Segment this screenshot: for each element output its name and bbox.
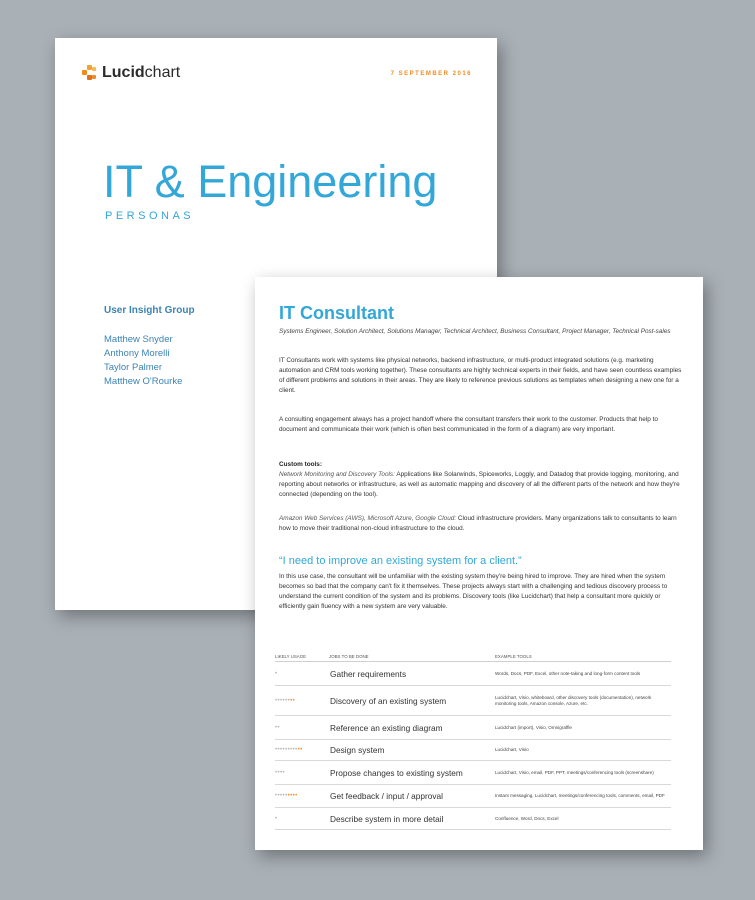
- table-row: [275, 740, 671, 761]
- usage-dots: [275, 769, 329, 777]
- usage-dot: •: [277, 697, 281, 704]
- usage-dot: •: [275, 670, 278, 677]
- usage-dot: •: [280, 747, 283, 753]
- usage-dots: [275, 792, 329, 800]
- job-label: Design system: [330, 745, 385, 755]
- usage-dot: •: [277, 793, 281, 799]
- usage-dot: •: [275, 769, 278, 776]
- tools-cell: Instant messaging, Lucidchart, meetings/conferencing tools, comments, email, PDF: [495, 793, 665, 798]
- header-usage: LIKELY USAGE: [275, 653, 307, 659]
- cover-title: IT & Engineering: [103, 156, 438, 207]
- author-name: Matthew Snyder: [104, 334, 173, 345]
- tool2-name: Amazon Web Services (AWS), Microsoft Azure, Google Cloud:: [279, 515, 457, 522]
- usage-dot: •: [287, 697, 291, 704]
- table-row: [275, 662, 671, 686]
- table-row: [275, 716, 671, 740]
- persona-title: IT Consultant: [279, 303, 394, 323]
- job-label: Get feedback / input / approval: [330, 791, 444, 801]
- tool1-name: Network Monitoring and Discovery Tools:: [279, 471, 395, 478]
- tools-cell: Words, Docs, PDF, Excel, other note-taking and long-form content tools: [495, 670, 641, 676]
- usage-dot: •: [275, 747, 278, 753]
- usage-dot: •: [282, 769, 286, 776]
- usage-dot: •: [292, 697, 296, 704]
- usage-dots: [275, 746, 329, 754]
- persona-alt-titles: Systems Engineer, Solution Architect, Solutions Manager, Technical Architect, Business Consultant, Project Manager, Technical Post-sales: [279, 328, 671, 335]
- use-case-description: In this use case, the consultant will be unfamiliar with the existing system they're being hired to improve. They are hired when the system becomes so bad that the company can't fix it themselves. These projects always start with a challenging and tedious discovery process to understand the current condition of the system and its problems. Discovery tools (like Lucidchart) that help a consultant more quickly or efficiently gain fluency with a new system are very valuable.: [279, 573, 668, 610]
- usage-dot: •: [282, 793, 286, 799]
- header-tools: EXAMPLE TOOLS: [495, 653, 532, 659]
- table-row: [275, 686, 671, 716]
- job-label: Reference an existing diagram: [330, 722, 443, 733]
- usage-dot: •: [287, 747, 291, 753]
- usage-dot: •: [290, 697, 293, 704]
- tools-cell: Lucidchart, Visio: [495, 747, 529, 752]
- usage-dot: •: [280, 793, 283, 799]
- persona-page: [255, 277, 703, 850]
- tools-cell: Confluence, Word, Docs, Excel: [495, 815, 559, 821]
- usage-dot: •: [285, 793, 288, 799]
- cover-date: 7 SEPTEMBER 2016: [390, 71, 472, 77]
- logo-wordmark: [102, 64, 180, 82]
- author-name: Matthew O'Rourke: [104, 376, 183, 387]
- usage-dots: [275, 697, 329, 705]
- table-row: [275, 785, 671, 808]
- job-label: Propose changes to existing system: [330, 767, 463, 778]
- usage-dot: •: [277, 724, 281, 731]
- tools-cell: Lucidchart, Visio, whiteboard, other discovery tools (documentation), network monitoring tools, Amazon console, Azure, etc.: [495, 694, 652, 706]
- usage-dot: •: [275, 697, 278, 704]
- custom-tools-label: Custom tools:: [279, 461, 322, 468]
- usage-dots: [275, 670, 329, 678]
- lucidchart-logo-icon: [82, 65, 98, 81]
- jobs-table: [275, 651, 671, 830]
- tools-cell: Lucidchart, Visio, email, PDF, PPT, meetings/conferencing tools (screenshare): [495, 769, 654, 775]
- table-row: [275, 808, 671, 830]
- tool2-desc: Cloud infrastructure providers. Many organizations talk to consultants to learn how to move their traditional non-cloud infrastructure to the cloud.: [279, 515, 677, 532]
- tools-cell: Lucidchart (import), Visio, Omnigraffle: [495, 724, 572, 730]
- logo-light: chart: [144, 64, 181, 81]
- custom-tools-section: [279, 460, 683, 500]
- usage-dot: •: [282, 697, 286, 704]
- tool1-desc: Applications like Solarwinds, Spiceworks, Loggly, and Datadog that provide logging, monitoring, and reporting about networks or infrastructure, as well as automatic mapping and discovery of all the different parts of the network and how they're connected (depending on the tool).: [279, 471, 680, 498]
- job-label: Describe system in more detail: [330, 813, 444, 824]
- author-name: Taylor Palmer: [104, 362, 163, 373]
- usage-dot: •: [277, 747, 281, 753]
- table-row: [275, 761, 671, 785]
- logo-bold: Lucid: [102, 64, 145, 81]
- usage-dot: •: [287, 793, 291, 799]
- usage-dot: •: [295, 747, 298, 753]
- usage-dots: [275, 724, 329, 732]
- persona-intro: IT Consultants work with systems like physical networks, backend infrastructure, or multi-product integrated solutions (e.g. marketing automation and CRM tools working together). These consultants are highly technical experts in their fields, and have seen countless examples of different problems and solutions in their areas. They are likely to reference previous solutions as templates when designing a new one for a client.: [279, 357, 682, 394]
- usage-dot: •: [300, 747, 303, 753]
- cover-author-list: [104, 333, 182, 389]
- cloud-tools-section: [279, 514, 683, 534]
- lucidchart-logo: [82, 64, 180, 82]
- usage-dot: •: [292, 747, 296, 753]
- usage-dot: •: [282, 747, 286, 753]
- use-case-quote: “I need to improve an existing system for a client.”: [279, 555, 522, 567]
- header-jobs: JOBS TO BE DONE: [329, 653, 369, 659]
- usage-dot: •: [285, 747, 288, 753]
- usage-dots: [275, 815, 329, 823]
- persona-engagement: A consulting engagement always has a project handoff where the consultant transfers their work to the customer. Products that help to document and communicate their work (which is often best communicated in the form of a diagram) are very important.: [279, 416, 658, 433]
- usage-dot: •: [280, 697, 283, 704]
- usage-dot: •: [292, 793, 296, 799]
- usage-dot: •: [280, 769, 283, 776]
- usage-dot: •: [275, 793, 278, 799]
- usage-dot: •: [290, 747, 293, 753]
- usage-dot: •: [275, 724, 278, 731]
- cover-group-name: User Insight Group: [104, 305, 195, 316]
- usage-dot: •: [290, 793, 293, 799]
- job-label: Discovery of an existing system: [330, 695, 447, 706]
- author-name: Anthony Morelli: [104, 348, 170, 359]
- cover-subtitle: PERSONAS: [105, 210, 195, 222]
- usage-dot: •: [297, 747, 301, 753]
- usage-dot: •: [277, 769, 281, 776]
- table-header: [275, 651, 671, 662]
- usage-dot: •: [275, 815, 278, 822]
- usage-dot: •: [295, 793, 298, 799]
- job-label: Gather requirements: [330, 668, 407, 679]
- usage-dot: •: [285, 697, 288, 704]
